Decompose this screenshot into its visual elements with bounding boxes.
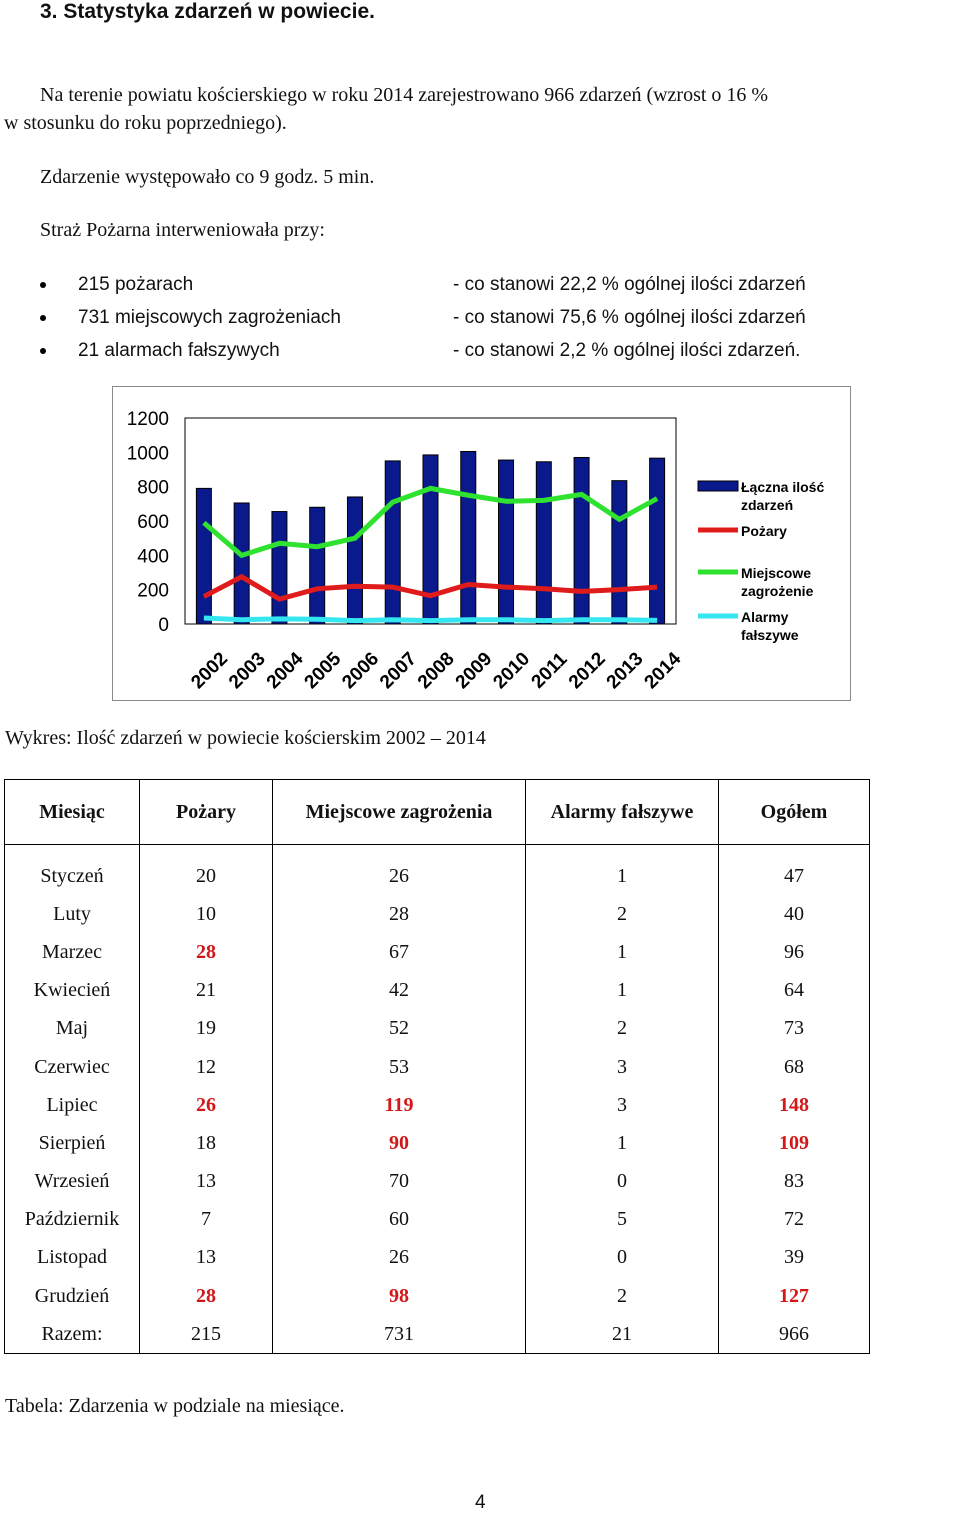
legend-label: fałszywe bbox=[741, 627, 799, 643]
chart-caption: Wykres: Ilość zdarzeń w powiecie kościerskim 2002 – 2014 bbox=[5, 727, 486, 749]
monthly-table bbox=[4, 779, 870, 1354]
table-row bbox=[5, 1239, 870, 1277]
table-cell: Kwiecień bbox=[5, 972, 140, 1010]
x-tick-label: 2008 bbox=[413, 648, 459, 694]
table-header-row bbox=[5, 780, 870, 845]
bar-total-2007 bbox=[385, 461, 400, 624]
table-row bbox=[5, 1048, 870, 1086]
table-cell: 64 bbox=[719, 972, 870, 1010]
bullet-icon bbox=[40, 315, 46, 321]
table-cell: 40 bbox=[719, 895, 870, 933]
list-item bbox=[38, 334, 938, 367]
table-cell: 148 bbox=[719, 1086, 870, 1124]
table-row bbox=[5, 1315, 870, 1354]
bar-total-2003 bbox=[234, 503, 249, 624]
table-cell: 28 bbox=[140, 1277, 273, 1315]
y-tick-label: 1000 bbox=[126, 443, 169, 465]
table-cell: 26 bbox=[273, 857, 526, 895]
table-row bbox=[5, 1277, 870, 1315]
table-cell: Styczeń bbox=[5, 857, 140, 895]
table-cell: 1 bbox=[526, 972, 719, 1010]
table-cell: 90 bbox=[273, 1124, 526, 1162]
table-caption: Tabela: Zdarzenia w podziale na miesiące. bbox=[5, 1395, 345, 1417]
bullet-right-text: - co stanowi 22,2 % ogólnej ilości zdarzeń bbox=[453, 274, 806, 295]
table-cell: 119 bbox=[273, 1086, 526, 1124]
x-tick-label: 2003 bbox=[225, 648, 270, 694]
table-cell: 98 bbox=[273, 1277, 526, 1315]
legend-label: Pożary bbox=[741, 523, 787, 539]
table-row bbox=[5, 1124, 870, 1162]
bar-total-2013 bbox=[612, 481, 627, 624]
table-row bbox=[5, 1086, 870, 1124]
table-cell: 10 bbox=[140, 895, 273, 933]
table-cell: 215 bbox=[140, 1315, 273, 1354]
x-tick-label: 2004 bbox=[262, 648, 308, 694]
x-tick-label: 2010 bbox=[489, 648, 535, 694]
bar-total-2011 bbox=[536, 462, 551, 624]
bar-total-2005 bbox=[310, 507, 325, 624]
table-cell: 28 bbox=[273, 895, 526, 933]
table-cell: 19 bbox=[140, 1010, 273, 1048]
table-cell: 68 bbox=[719, 1048, 870, 1086]
table-row bbox=[5, 857, 870, 895]
x-tick-label: 2006 bbox=[338, 648, 384, 694]
table-cell: 13 bbox=[140, 1239, 273, 1277]
table-cell: 21 bbox=[526, 1315, 719, 1354]
y-tick-label: 0 bbox=[158, 615, 169, 636]
table-cell: 47 bbox=[719, 857, 870, 895]
table-cell: Maj bbox=[5, 1010, 140, 1048]
table-cell: 21 bbox=[140, 972, 273, 1010]
table-cell: 731 bbox=[273, 1315, 526, 1354]
table-cell: Listopad bbox=[5, 1239, 140, 1277]
legend-swatch bbox=[698, 481, 738, 491]
table-cell: 70 bbox=[273, 1163, 526, 1201]
intro-paragraph-line1: Na terenie powiatu kościerskiego w roku 2014 zarejestrowano 966 zdarzeń (wzrost o 16 % bbox=[40, 84, 769, 106]
table-cell: 26 bbox=[140, 1086, 273, 1124]
intervention-intro: Straż Pożarna interweniowała przy: bbox=[40, 219, 325, 241]
table-cell: 72 bbox=[719, 1201, 870, 1239]
page-number: 4 bbox=[475, 1492, 486, 1513]
x-tick-label: 2012 bbox=[564, 648, 610, 694]
legend-label: Alarmy bbox=[741, 609, 789, 625]
table-row bbox=[5, 1201, 870, 1239]
bullet-left-text: 21 alarmach fałszywych bbox=[78, 340, 280, 361]
bullet-icon bbox=[40, 282, 46, 288]
table-cell: 1 bbox=[526, 857, 719, 895]
table-cell: 83 bbox=[719, 1163, 870, 1201]
table-cell: 53 bbox=[273, 1048, 526, 1086]
table-cell: Sierpień bbox=[5, 1124, 140, 1162]
bar-total-2004 bbox=[272, 512, 287, 624]
legend-label: zdarzeń bbox=[741, 497, 794, 513]
y-tick-label: 200 bbox=[137, 580, 169, 602]
column-header-fires: Pożary bbox=[140, 780, 273, 845]
table-cell: 73 bbox=[719, 1010, 870, 1048]
bar-total-2010 bbox=[499, 460, 514, 624]
table-cell: 52 bbox=[273, 1010, 526, 1048]
table-cell: 28 bbox=[140, 933, 273, 971]
x-tick-label: 2011 bbox=[527, 648, 572, 693]
table-spacer-row bbox=[5, 845, 870, 858]
bar-total-2008 bbox=[423, 455, 438, 624]
table-cell: 127 bbox=[719, 1277, 870, 1315]
table-cell: Marzec bbox=[5, 933, 140, 971]
table-cell: 13 bbox=[140, 1163, 273, 1201]
bar-total-2014 bbox=[650, 458, 665, 624]
bar-total-2012 bbox=[574, 457, 589, 624]
list-item bbox=[38, 268, 938, 301]
x-tick-label: 2005 bbox=[300, 648, 346, 694]
table-cell: 18 bbox=[140, 1124, 273, 1162]
table-cell: 67 bbox=[273, 933, 526, 971]
table-cell: 12 bbox=[140, 1048, 273, 1086]
y-tick-label: 800 bbox=[137, 477, 169, 499]
table-cell: 2 bbox=[526, 1010, 719, 1048]
x-tick-label: 2002 bbox=[187, 648, 233, 694]
table-cell: 26 bbox=[273, 1239, 526, 1277]
table-cell: Razem: bbox=[5, 1315, 140, 1354]
table-row bbox=[5, 933, 870, 971]
column-header-total: Ogółem bbox=[719, 780, 870, 845]
bar-total-2006 bbox=[347, 497, 362, 624]
table-cell: 60 bbox=[273, 1201, 526, 1239]
table-cell: Luty bbox=[5, 895, 140, 933]
column-header-false-alarms: Alarmy fałszywe bbox=[526, 780, 719, 845]
table-cell: 3 bbox=[526, 1048, 719, 1086]
intervention-list bbox=[38, 268, 938, 367]
y-tick-label: 400 bbox=[137, 546, 169, 568]
table-cell: 0 bbox=[526, 1163, 719, 1201]
table-row bbox=[5, 972, 870, 1010]
table-cell: 5 bbox=[526, 1201, 719, 1239]
bullet-left-text: 731 miejscowych zagrożeniach bbox=[78, 307, 341, 328]
legend-label: Miejscowe bbox=[741, 565, 812, 581]
table-cell: Grudzień bbox=[5, 1277, 140, 1315]
table-cell: Październik bbox=[5, 1201, 140, 1239]
table-cell: 1 bbox=[526, 933, 719, 971]
legend-label: Łączna ilość bbox=[741, 479, 825, 495]
table-cell: 42 bbox=[273, 972, 526, 1010]
table-cell: 96 bbox=[719, 933, 870, 971]
x-tick-label: 2007 bbox=[376, 648, 421, 694]
y-tick-label: 1200 bbox=[126, 409, 169, 430]
legend-label: zagrożenie bbox=[741, 583, 814, 599]
table-cell: 109 bbox=[719, 1124, 870, 1162]
column-header-month: Miesiąc bbox=[5, 780, 140, 845]
table-cell: 966 bbox=[719, 1315, 870, 1354]
bullet-icon bbox=[40, 348, 46, 354]
table-row bbox=[5, 1010, 870, 1048]
table-cell: Lipiec bbox=[5, 1086, 140, 1124]
table-cell: 0 bbox=[526, 1239, 719, 1277]
table-cell: 39 bbox=[719, 1239, 870, 1277]
bullet-left-text: 215 pożarach bbox=[78, 274, 194, 295]
column-header-local-threats: Miejscowe zagrożenia bbox=[273, 780, 526, 845]
chart-frame bbox=[112, 386, 851, 701]
x-tick-label: 2014 bbox=[640, 648, 686, 694]
table-cell: 2 bbox=[526, 1277, 719, 1315]
section-heading: 3. Statystyka zdarzeń w powiecie. bbox=[40, 0, 375, 23]
bullet-right-text: - co stanowi 75,6 % ogólnej ilości zdarzeń bbox=[453, 307, 806, 328]
table-cell: Wrzesień bbox=[5, 1163, 140, 1201]
bar-total-2009 bbox=[461, 451, 476, 624]
table-cell: 7 bbox=[140, 1201, 273, 1239]
intro-paragraph-line2: w stosunku do roku poprzedniego). bbox=[4, 112, 287, 134]
series-line-3 bbox=[204, 618, 657, 621]
table-cell: Czerwiec bbox=[5, 1048, 140, 1086]
bar-total-2002 bbox=[196, 488, 211, 624]
table-row bbox=[5, 895, 870, 933]
bullet-right-text: - co stanowi 2,2 % ogólnej ilości zdarzeń. bbox=[453, 340, 801, 361]
frequency-text: Zdarzenie występowało co 9 godz. 5 min. bbox=[40, 166, 375, 188]
table-cell: 20 bbox=[140, 857, 273, 895]
table-cell: 1 bbox=[526, 1124, 719, 1162]
x-tick-label: 2013 bbox=[602, 648, 648, 694]
table-cell: 3 bbox=[526, 1086, 719, 1124]
table-cell: 2 bbox=[526, 895, 719, 933]
incidents-chart bbox=[113, 387, 850, 700]
list-item bbox=[38, 301, 938, 334]
y-tick-label: 600 bbox=[137, 512, 169, 533]
x-tick-label: 2009 bbox=[451, 648, 497, 694]
table-row bbox=[5, 1163, 870, 1201]
